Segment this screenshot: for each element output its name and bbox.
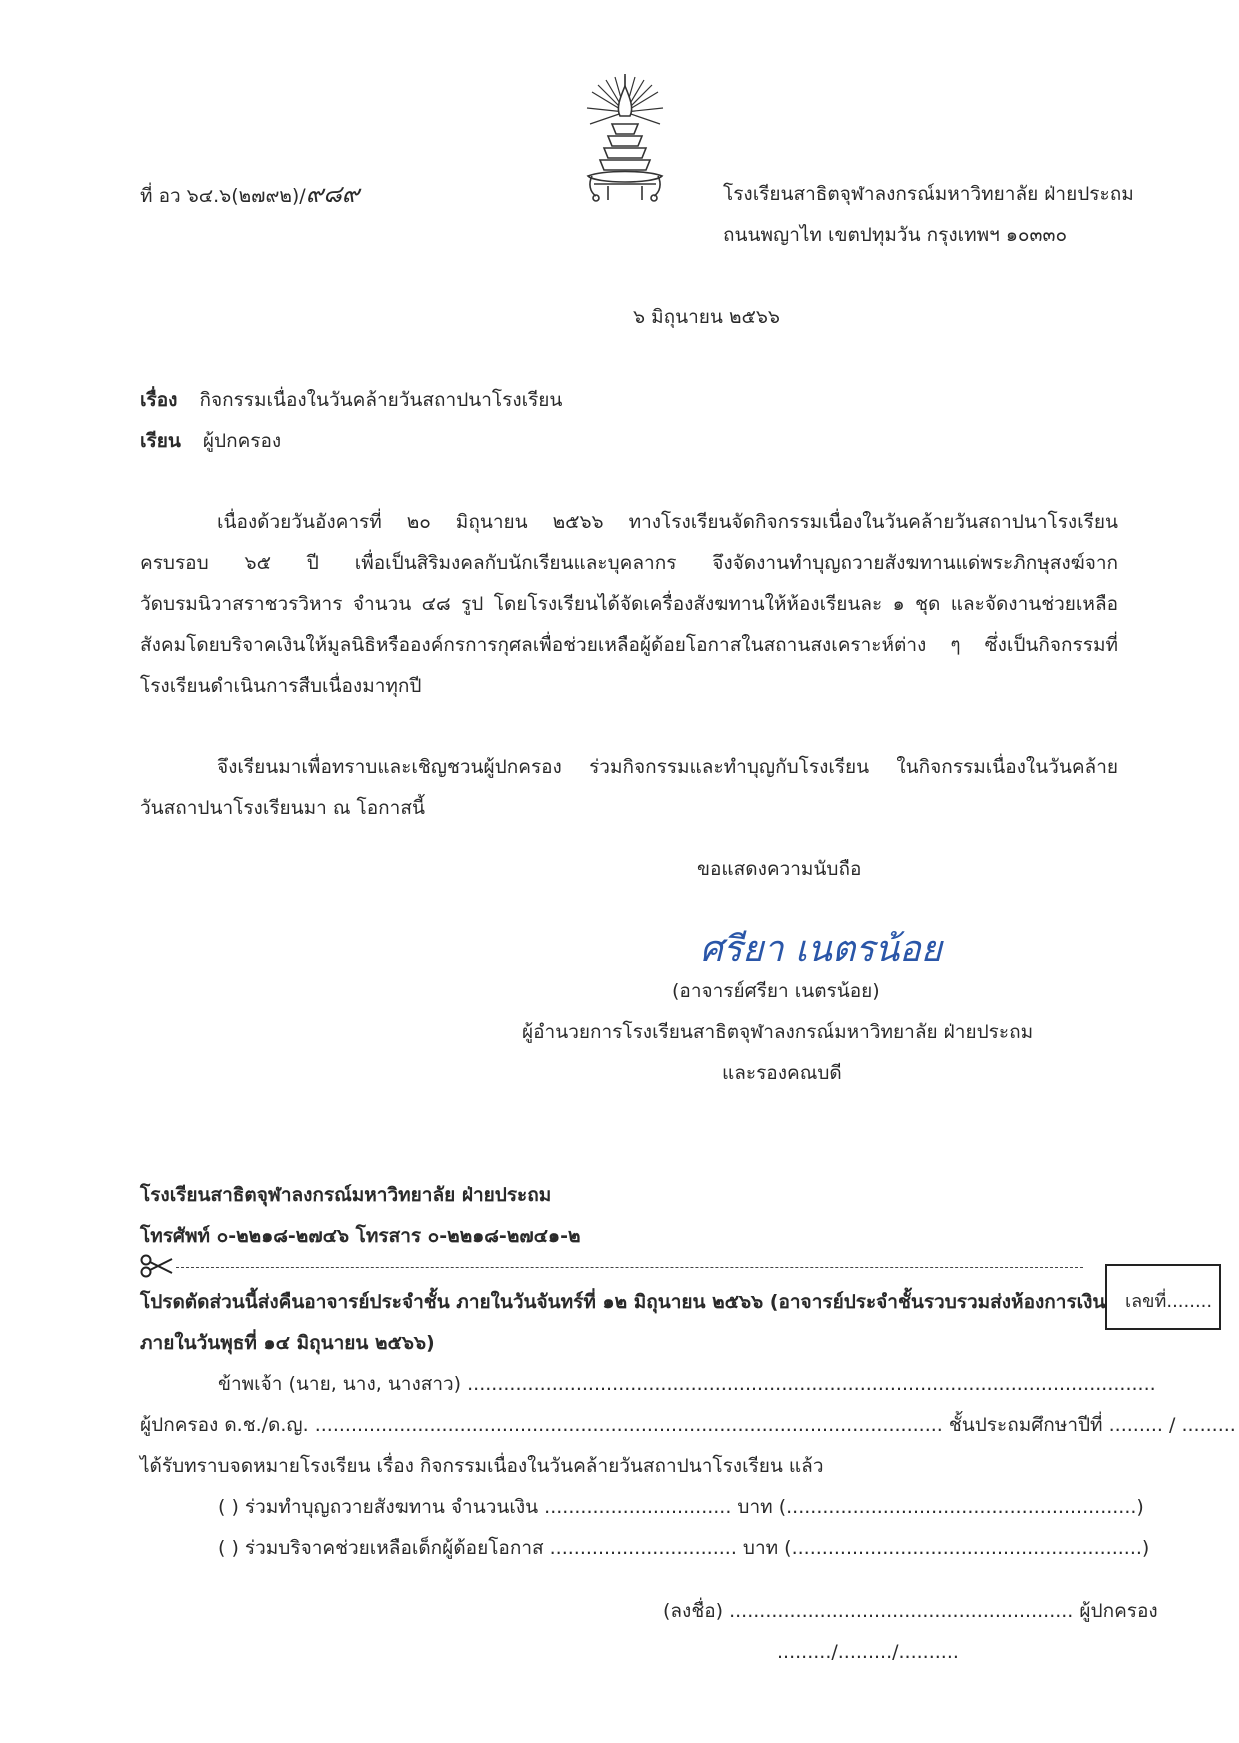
chula-crest-icon [584, 72, 666, 204]
slip-instruction-2: ภายในวันพุธที่ ๑๔ มิถุนายน ๒๕๖๖) [140, 1332, 435, 1354]
slip-date-line: ........./........./.......... [777, 1641, 959, 1663]
scissors-icon [140, 1254, 174, 1278]
recipient-text: ผู้ปกครอง [202, 430, 282, 452]
signature: ศรียา เนตรน้อย [700, 929, 942, 970]
reference-number [140, 182, 359, 208]
footer-contact: โทรศัพท์ ๐-๒๒๑๘-๒๗๔๖ โทรสาร ๐-๒๒๑๘-๒๗๔๑-๒ [140, 1225, 581, 1247]
paragraph-2-line-2: วันสถาปนาโรงเรียนมา ณ โอกาสนี้ [140, 797, 425, 819]
signer-name: (อาจารย์ศรียา เนตรน้อย) [672, 980, 880, 1002]
slip-option-offering[interactable]: ( ) ร่วมทำบุญถวายสังฆทาน จำนวนเงิน ............................... บาท (..........................................................) [218, 1496, 1144, 1518]
closing-salutation: ขอแสดงความนับถือ [697, 858, 862, 880]
slip-name-line: ข้าพเจ้า (นาย, นาง, นางสาว) .................................................................................................................. [218, 1373, 1156, 1395]
slip-option-donation[interactable]: ( ) ร่วมบริจาคช่วยเหลือเด็กผู้ด้อยโอกาส ............................... บาท (..........................................................) [218, 1537, 1150, 1559]
subject-line [140, 388, 562, 412]
signer-position-2: และรองคณบดี [722, 1062, 842, 1084]
paragraph-1-line-1: เนื่องด้วยวันอังคารที่ ๒๐ มิถุนายน ๒๕๖๖ ทางโรงเรียนจัดกิจกรรมเนื่องในวันคล้ายวันสถาปนาโรงเรียน [217, 511, 1118, 533]
number-box [1105, 1264, 1221, 1330]
footer-school-name: โรงเรียนสาธิตจุฬาลงกรณ์มหาวิทยาลัย ฝ่ายประถม [140, 1184, 552, 1206]
slip-guardian-line: ผู้ปกครอง ด.ช./ด.ญ. ........................................................................................................ ชั้นประถมศึกษาปีที่ ......... / ......... [140, 1414, 1236, 1436]
reference-handwritten-number: ๙๘๙ [305, 180, 360, 208]
letter-date: ๖ มิถุนายน ๒๕๖๖ [633, 306, 780, 328]
paragraph-2-line-1: จึงเรียนมาเพื่อทราบและเชิญชวนผู้ปกครอง ร่วมกิจกรรมและทำบุญกับโรงเรียน ในกิจกรรมเนื่องในวันคล้าย [217, 756, 1118, 778]
recipient-line [140, 429, 281, 453]
slip-signature-line: (ลงชื่อ) ......................................................... ผู้ปกครอง [663, 1600, 1158, 1622]
number-box-label: เลขที่........ [1125, 1291, 1213, 1312]
paragraph-1-line-4: สังคมโดยบริจาคเงินให้มูลนิธิหรือองค์กรการกุศลเพื่อช่วยเหลือผู้ด้อยโอกาสในสถานสงเคราะห์ต่าง ๆ ซึ่งเป็นกิจกรรมที่ [140, 634, 1118, 656]
school-address: ถนนพญาไท เขตปทุมวัน กรุงเทพฯ ๑๐๓๓๐ [723, 224, 1068, 246]
reference-label: ที่ อว ๖๔.๖(๒๗๙๒)/ [140, 185, 306, 207]
slip-instruction-1: โปรดตัดส่วนนี้ส่งคืนอาจารย์ประจำชั้น ภายในวันจันทร์ที่ ๑๒ มิถุนายน ๒๕๖๖ (อาจารย์ประจำชั้นรวบรวมส่งห้องการเงิน [140, 1291, 1106, 1313]
cut-line [176, 1267, 1083, 1268]
slip-acknowledgement: ได้รับทราบจดหมายโรงเรียน เรื่อง กิจกรรมเนื่องในวันคล้ายวันสถาปนาโรงเรียน แล้ว [140, 1455, 824, 1477]
paragraph-1-line-2: ครบรอบ ๖๕ ปี เพื่อเป็นสิริมงคลกับนักเรียนและบุคลากร จึงจัดงานทำบุญถวายสังฆทานแด่พระภิกษุสงฆ์จาก [140, 552, 1118, 574]
paragraph-1-line-3: วัดบรมนิวาสราชวรวิหาร จำนวน ๔๘ รูป โดยโรงเรียนได้จัดเครื่องสังฆทานให้ห้องเรียนละ ๑ ชุด และจัดงานช่วยเหลือ [140, 593, 1118, 615]
subject-label: เรื่อง [140, 389, 178, 411]
subject-text: กิจกรรมเนื่องในวันคล้ายวันสถาปนาโรงเรียน [199, 389, 563, 411]
recipient-label: เรียน [140, 430, 181, 452]
paragraph-1-line-5: โรงเรียนดำเนินการสืบเนื่องมาทุกปี [140, 675, 422, 697]
school-name-header: โรงเรียนสาธิตจุฬาลงกรณ์มหาวิทยาลัย ฝ่ายประถม [723, 183, 1134, 205]
signer-position: ผู้อำนวยการโรงเรียนสาธิตจุฬาลงกรณ์มหาวิทยาลัย ฝ่ายประถม [522, 1021, 1034, 1043]
